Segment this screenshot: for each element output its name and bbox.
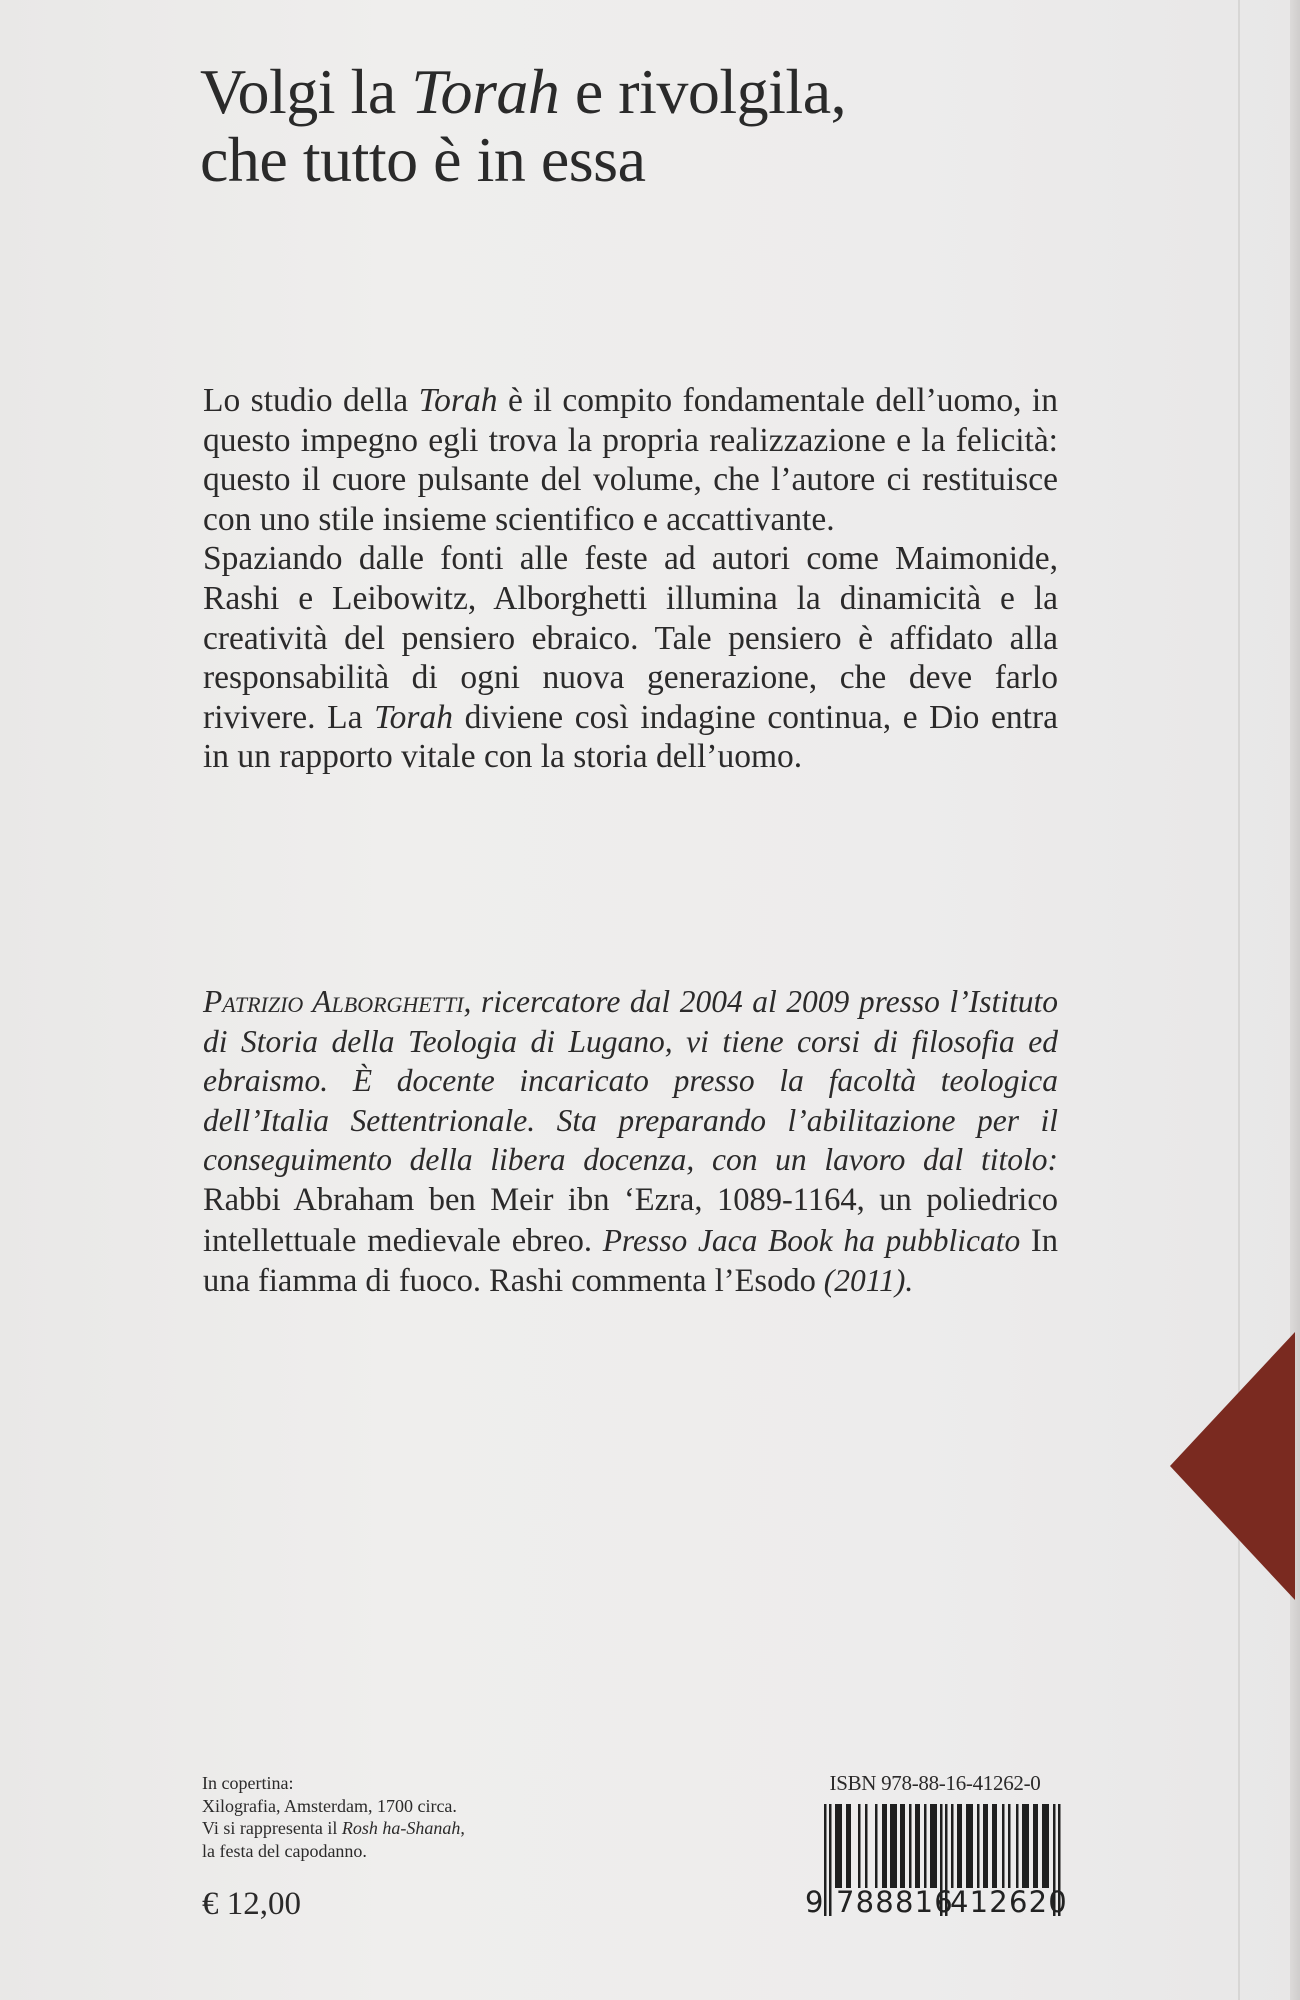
isbn-block [800,1770,1070,1919]
bio-text: (2011). [815,1263,914,1299]
author-bio [203,982,1058,1302]
blurb-paragraph-1 [203,381,1058,539]
credit-text: Vi si rappresenta il [202,1818,342,1838]
bio-text: Presso Jaca Book ha pubblicato [592,1222,1031,1258]
blurb-text: Spaziando dalle fonti alle feste ad autori come Maimonide, Rashi e Leibowitz, Alborghetti illumina la dinamicità e la creatività del pensiero ebraico. Tale pensiero è affidato alla responsabilità di ogni nuova generazione, che deve farlo rivivere. La [203,540,1058,736]
barcode-digits-left: 788816 [836,1885,954,1919]
title-text-line2: che tutto è in essa [200,124,646,195]
bio-text: , ricercatore dal 2004 al 2009 presso l’Istituto di Storia della Teologia di Lugano, vi tiene corsi di filosofia ed ebraismo. È docente incaricato presso la facoltà teologica dell’Italia Settentrionale. Sta preparando l’abilitazione per il conseguimento della libera docenza, con un lavoro dal titolo: [203,984,1058,1178]
credit-line [202,1817,465,1840]
blurb-paragraph-2 [203,539,1058,777]
title-text: e rivolgila, [559,56,847,127]
cover-image-credit [202,1772,465,1862]
author-name: Patrizio Alborghetti [203,984,464,1019]
barcode-digit-first: 9 [805,1885,824,1919]
cover-edge [1290,0,1300,2000]
title-text: Volgi la [200,56,412,127]
blurb-italic: Torah [374,698,453,736]
title-italic-word: Torah [411,56,560,127]
work-title: Rabbi Abraham ben Meir ibn ‘Ezra, 1089-1164, un poliedrico intellettuale medievale ebreo. [203,1181,1058,1259]
barcode-digits-right: 412620 [950,1885,1068,1919]
blurb [203,381,1058,777]
cover-fold-line [1238,0,1240,2000]
credit-line: la festa del capodanno. [202,1840,367,1861]
blurb-text: è il compito fondamentale dell’uomo, in questo impegno egli trova la propria realizzazione e la felicità: questo il cuore pulsante del volume, che l’autore ci restituisce con uno stile insieme scientifico e accattivante. [203,382,1058,538]
book-title [200,58,846,194]
credit-italic: Rosh ha-Shanah [341,1818,461,1838]
isbn-label: ISBN 978-88-16-41262-0 [829,1771,1041,1795]
blurb-italic: Torah [418,382,498,419]
credit-text: , [460,1818,465,1838]
credit-line: In copertina: [202,1773,294,1793]
blurb-text: Lo studio della [203,382,419,419]
price: € 12,00 [202,1886,301,1922]
barcode-icon [800,1804,1070,1919]
published-title: In una fiamma di fuoco. Rashi commenta l’Esodo [203,1222,1058,1300]
credit-line: Xilografia, Amsterdam, 1700 circa. [202,1795,457,1816]
blurb-text: diviene così indagine continua, e Dio entra in un rapporto vitale con la storia dell’uomo. [203,698,1058,776]
